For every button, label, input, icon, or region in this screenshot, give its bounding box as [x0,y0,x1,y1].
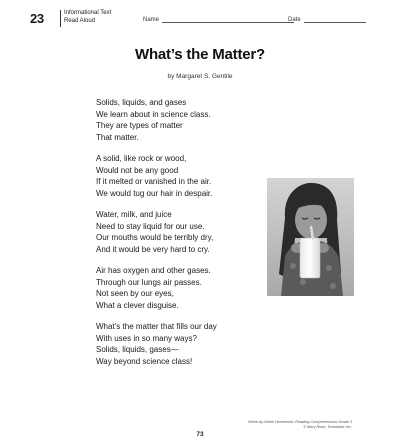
girl-drinking-milk-photo [267,178,354,296]
lesson-type-line2: Read Aloud [64,17,96,24]
poem-line: Solids, liquids, gases— [96,345,179,354]
poem-line: They are types of matter [96,121,183,130]
poem-line: A solid, like rock or wood, [96,154,187,163]
lesson-number: 23 [30,11,44,26]
poem-line: Would not be any good [96,165,179,175]
poem-line: Through our lungs air passes. [96,277,202,287]
name-field[interactable] [143,16,294,23]
name-label: Name [143,17,160,23]
poem-line: Our mouths would be terribly dry, [96,233,214,242]
poem-line: We learn about in science class. [96,109,211,119]
photo-illustration [267,178,354,296]
poem-line: That matter. [96,132,139,142]
poem-stanza [96,265,276,311]
copyright-credit [248,420,352,430]
poem-byline: by Margaret S. Gentile [167,73,233,80]
credit-line1: Week-by-Week Homework: Reading Comprehension Grade 3 [248,420,352,424]
poem-stanza [96,153,276,199]
date-label: Date [288,17,301,23]
lesson-type-line1: Informational Text [64,10,112,16]
poem-line: Water, milk, and juice [96,210,172,219]
poem-title: What’s the Matter? [134,46,266,63]
name-blank[interactable] [162,16,294,23]
poem-line: What’s the matter that fills our day [96,322,217,331]
poem-line: If it melted or vanished in the air. [96,177,212,186]
date-blank[interactable] [304,16,366,23]
page-number: 73 [196,431,204,438]
poem-stanza [96,321,276,367]
header-divider [60,10,61,27]
poem-line: We would tug our hair in despair. [96,188,213,198]
poem-stanza [96,97,276,143]
poem-line: Not seen by our eyes, [96,289,174,298]
poem-line: Air has oxygen and other gases. [96,266,211,275]
lesson-number-box [30,9,64,28]
date-field[interactable] [288,16,366,23]
lesson-type [64,10,111,25]
poem-line: Need to stay liquid for our use. [96,221,205,231]
poem-line: Way beyond science class! [96,356,193,366]
poem-line: What a clever disguise. [96,300,179,310]
credit-line2: © Mary Rose, Scholastic Inc. [303,424,352,429]
poem-body [96,97,276,377]
poem-line: And it would be very hard to cry. [96,244,210,254]
poem-line: With uses in so many ways? [96,333,197,343]
poem-stanza [96,209,276,255]
poem-line: Solids, liquids, and gases [96,98,187,107]
